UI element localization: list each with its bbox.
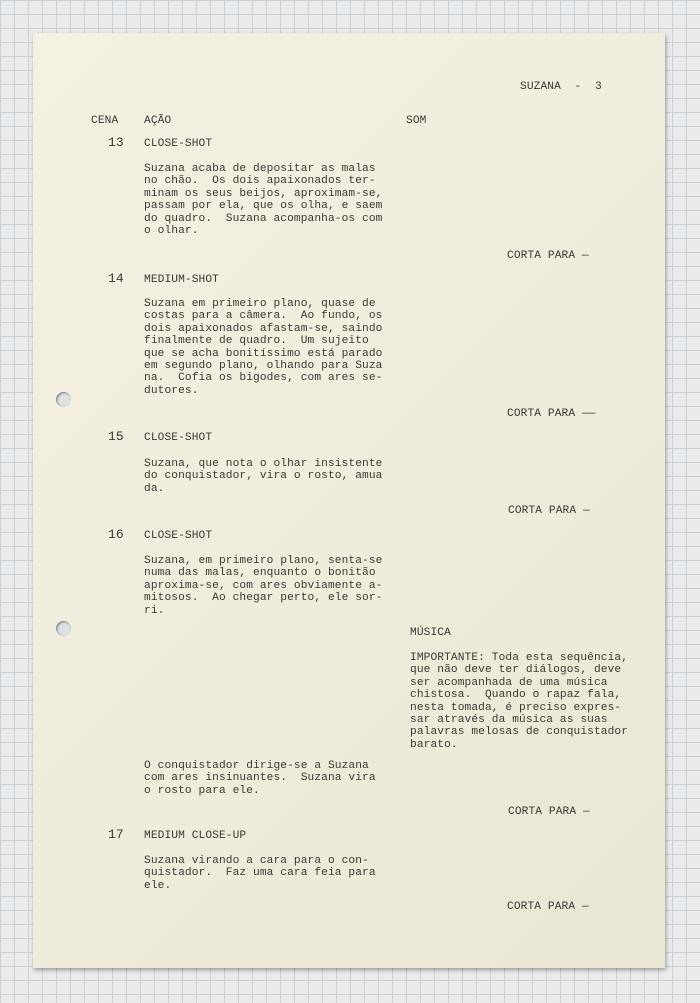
- scene-16-number: 16: [108, 527, 124, 542]
- scene-16-action: Suzana, em primeiro plano, senta-se numa das malas, enquanto o bonitão aproxima-se, com ares obviamente a- mitosos. Ao chegar perto, ele sor- ri.: [144, 555, 383, 617]
- scene-15-number: 15: [108, 429, 124, 444]
- scene-16-sound-title: MÚSICA: [410, 627, 451, 639]
- scene-14-number: 14: [108, 271, 124, 286]
- column-header-action: AÇÃO: [144, 115, 172, 127]
- scene-15-shot: CLOSE-SHOT: [144, 432, 213, 444]
- scene-13-shot: CLOSE-SHOT: [144, 138, 213, 150]
- column-header-sound: SOM: [406, 115, 427, 127]
- scene-17-number: 17: [108, 827, 124, 842]
- punch-hole-top: [56, 392, 71, 407]
- scene-13-transition: CORTA PARA —: [507, 250, 589, 262]
- scene-17-transition: CORTA PARA —: [507, 901, 589, 913]
- scene-15-action: Suzana, que nota o olhar insistente do conquistador, vira o rosto, amua da.: [144, 458, 383, 495]
- script-page: [33, 33, 665, 968]
- scene-17-shot: MEDIUM CLOSE-UP: [144, 830, 247, 842]
- scene-16-shot: CLOSE-SHOT: [144, 530, 213, 542]
- scene-16-action-2: O conquistador dirige-se a Suzana com ares insinuantes. Suzana vira o rosto para ele.: [144, 760, 376, 797]
- scene-15-transition: CORTA PARA —: [508, 505, 590, 517]
- scene-13-number: 13: [108, 135, 124, 150]
- scene-14-shot: MEDIUM-SHOT: [144, 274, 219, 286]
- punch-hole-bottom: [56, 621, 71, 636]
- scene-14-transition: CORTA PARA ——: [507, 408, 596, 420]
- scene-16-sound-note: IMPORTANTE: Toda esta sequência, que não deve ter diálogos, deve ser acompanhada de uma música chistosa. Quando o rapaz fala, nesta tomada, é preciso expres- sar através da música as suas palavras melosas de conquistador barato.: [410, 652, 629, 751]
- scene-13-action: Suzana acaba de depositar as malas no chão. Os dois apaixonados ter- minam os seus beijos, aproximam-se, passam por ela, que os olha, e saem do quadro. Suzana acompanha-os com o olhar.: [144, 163, 383, 238]
- column-header-scene: CENA: [91, 115, 119, 127]
- page-header: SUZANA - 3: [520, 81, 602, 93]
- scene-17-action: Suzana virando a cara para o con- quistador. Faz uma cara feia para ele.: [144, 855, 376, 892]
- scene-16-transition: CORTA PARA —: [508, 806, 590, 818]
- scene-14-action: Suzana em primeiro plano, quase de costas para a câmera. Ao fundo, os dois apaixonados afastam-se, saindo finalmente de quadro. Um sujeito que se acha bonitíssimo está parado em segundo plano, olhando para Suza na. Cofia os bigodes, com ares se- dutores.: [144, 298, 383, 397]
